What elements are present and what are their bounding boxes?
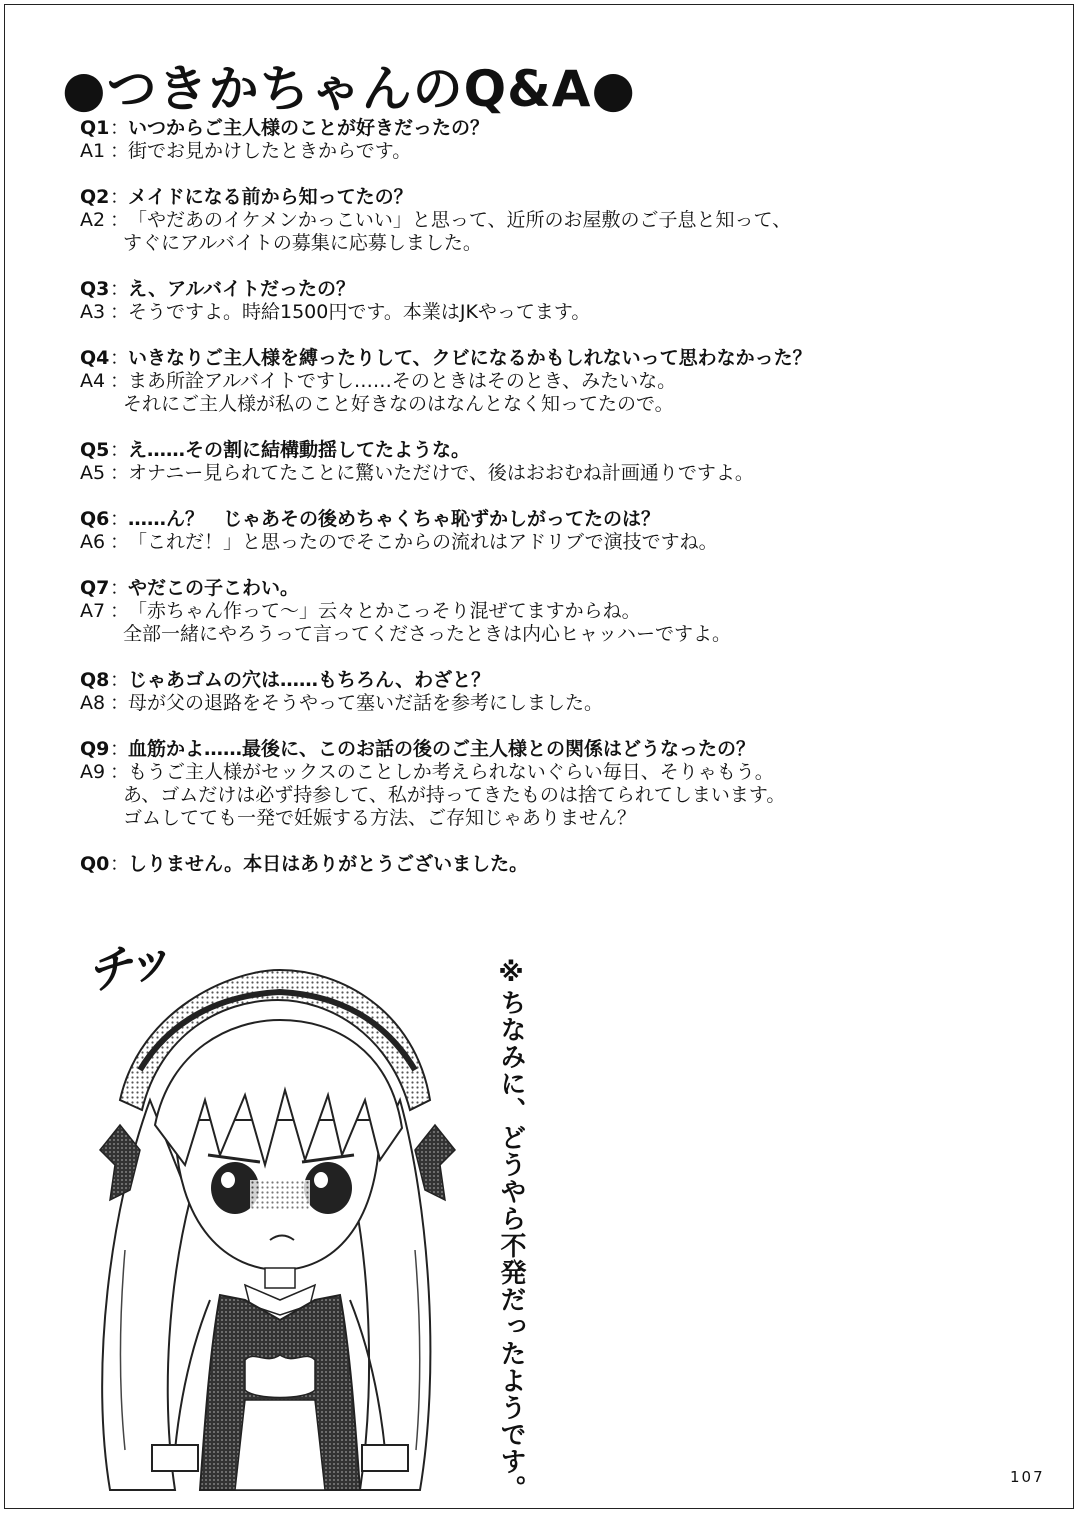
answer-continuation: あ、ゴムだけは必ず持参して、私が持ってきたものは捨てられてしまいます。 bbox=[123, 784, 786, 806]
question-text: え、アルバイトだったの？ bbox=[128, 278, 356, 300]
separator: ： bbox=[110, 531, 130, 553]
answer-line bbox=[80, 209, 1040, 232]
page-title: ●つきかちゃんのQ&A● bbox=[62, 60, 637, 118]
question-line bbox=[80, 186, 1040, 209]
qa-item bbox=[80, 347, 1040, 416]
separator: ： bbox=[110, 347, 130, 369]
answer-text: オナニー見られてたことに驚いただけで、後はおおむね計画通りですよ。 bbox=[128, 462, 754, 484]
answer-label: A4 bbox=[80, 370, 106, 392]
qa-item bbox=[80, 186, 1040, 255]
separator: ： bbox=[110, 508, 130, 530]
question-line bbox=[80, 439, 1040, 462]
separator: ： bbox=[110, 577, 130, 599]
question-text: メイドになる前から知ってたの？ bbox=[128, 186, 413, 208]
question-label: Q3 bbox=[80, 278, 110, 300]
question-label: Q8 bbox=[80, 669, 110, 691]
question-text: いきなりご主人様を縛ったりして、クビになるかもしれないって思わなかった？ bbox=[128, 347, 812, 369]
answer-line bbox=[80, 761, 1040, 784]
question-line bbox=[80, 278, 1040, 301]
answer-text: 「赤ちゃん作って～」云々とかこっそり混ぜてますからね。 bbox=[128, 600, 641, 622]
question-text: え……その割に結構動揺してたような。 bbox=[128, 439, 471, 461]
answer-label: A9 bbox=[80, 761, 106, 783]
sound-effect: チッ bbox=[81, 931, 171, 1001]
separator: ： bbox=[110, 692, 130, 714]
answer-line bbox=[80, 140, 1040, 163]
answer-label: A2 bbox=[80, 209, 106, 231]
answer-continuation: すぐにアルバイトの募集に応募しました。 bbox=[123, 232, 482, 254]
answer-line bbox=[80, 462, 1040, 485]
separator: ： bbox=[110, 761, 130, 783]
question-label: Q1 bbox=[80, 117, 110, 139]
answer-text: まあ所詮アルバイトですし……そのときはそのとき、みたいな。 bbox=[128, 370, 677, 392]
separator: ： bbox=[110, 140, 130, 162]
answer-text: もうご主人様がセックスのことしか考えられないぐらい毎日、そりゃもう。 bbox=[128, 761, 774, 783]
question-line bbox=[80, 577, 1040, 600]
page-number: 107 bbox=[1010, 1468, 1045, 1486]
question-label: Q0 bbox=[80, 853, 110, 875]
separator: ： bbox=[110, 370, 130, 392]
answer-text: 「やだあのイケメンかっこいい」と思って、近所のお屋敷のご子息と知って、 bbox=[128, 209, 792, 231]
separator: ： bbox=[110, 738, 130, 760]
qa-item bbox=[80, 669, 1040, 715]
question-text: ……ん？ じゃあその後めちゃくちゃ恥ずかしがってたのは？ bbox=[128, 508, 661, 530]
qa-item bbox=[80, 738, 1040, 830]
separator: ： bbox=[110, 186, 130, 208]
question-text: 血筋かよ……最後に、このお話の後のご主人様との関係はどうなったの？ bbox=[128, 738, 756, 760]
answer-text: 街でお見かけしたときからです。 bbox=[128, 140, 412, 162]
answer-label: A5 bbox=[80, 462, 106, 484]
separator: ： bbox=[110, 600, 130, 622]
maid-character-illustration bbox=[80, 950, 480, 1510]
separator: ： bbox=[110, 278, 130, 300]
question-text: しりません。本日はありがとうございました。 bbox=[128, 853, 529, 875]
answer-label: A8 bbox=[80, 692, 106, 714]
separator: ： bbox=[110, 853, 130, 875]
answer-label: A3 bbox=[80, 301, 106, 323]
answer-line bbox=[80, 301, 1040, 324]
separator: ： bbox=[110, 439, 130, 461]
separator: ： bbox=[110, 209, 130, 231]
question-line bbox=[80, 669, 1040, 692]
question-text: やだこの子こわい。 bbox=[128, 577, 300, 599]
answer-line bbox=[80, 370, 1040, 393]
qa-item bbox=[80, 278, 1040, 324]
question-text: いつからご主人様のことが好きだったの？ bbox=[128, 117, 490, 139]
answer-text: 「これだ！」と思ったのでそこからの流れはアドリブで演技ですね。 bbox=[128, 531, 718, 553]
answer-text: 母が父の退路をそうやって塞いだ話を参考にしました。 bbox=[128, 692, 604, 714]
question-line bbox=[80, 347, 1040, 370]
separator: ： bbox=[110, 669, 130, 691]
question-line bbox=[80, 117, 1040, 140]
qa-list bbox=[80, 117, 1040, 899]
question-label: Q9 bbox=[80, 738, 110, 760]
answer-line bbox=[80, 692, 1040, 715]
separator: ： bbox=[110, 462, 130, 484]
vertical-side-note: ※ちなみに、どうやら不発だったようです。 bbox=[496, 958, 526, 1502]
qa-item bbox=[80, 117, 1040, 163]
answer-label: A6 bbox=[80, 531, 106, 553]
question-line bbox=[80, 508, 1040, 531]
answer-label: A1 bbox=[80, 140, 106, 162]
separator: ： bbox=[110, 117, 130, 139]
question-label: Q2 bbox=[80, 186, 110, 208]
answer-continuation: 全部一緒にやろうって言ってくださったときは内心ヒャッハーですよ。 bbox=[123, 623, 732, 645]
question-label: Q6 bbox=[80, 508, 110, 530]
question-text: じゃあゴムの穴は……もちろん、わざと？ bbox=[128, 669, 491, 691]
qa-item bbox=[80, 577, 1040, 646]
question-label: Q7 bbox=[80, 577, 110, 599]
answer-line bbox=[80, 531, 1040, 554]
question-label: Q4 bbox=[80, 347, 110, 369]
answer-continuation: ゴムしてても一発で妊娠する方法、ご存知じゃありません？ bbox=[123, 807, 637, 829]
question-label: Q5 bbox=[80, 439, 110, 461]
answer-line bbox=[80, 600, 1040, 623]
answer-continuation: それにご主人様が私のこと好きなのはなんとなく知ってたので。 bbox=[123, 393, 674, 415]
separator: ： bbox=[110, 301, 130, 323]
answer-label: A7 bbox=[80, 600, 106, 622]
qa-item bbox=[80, 508, 1040, 554]
qa-item bbox=[80, 853, 1040, 876]
qa-item bbox=[80, 439, 1040, 485]
answer-text: そうですよ。時給1500円です。本業はJKやってます。 bbox=[128, 301, 591, 323]
question-line bbox=[80, 853, 1040, 876]
question-line bbox=[80, 738, 1040, 761]
